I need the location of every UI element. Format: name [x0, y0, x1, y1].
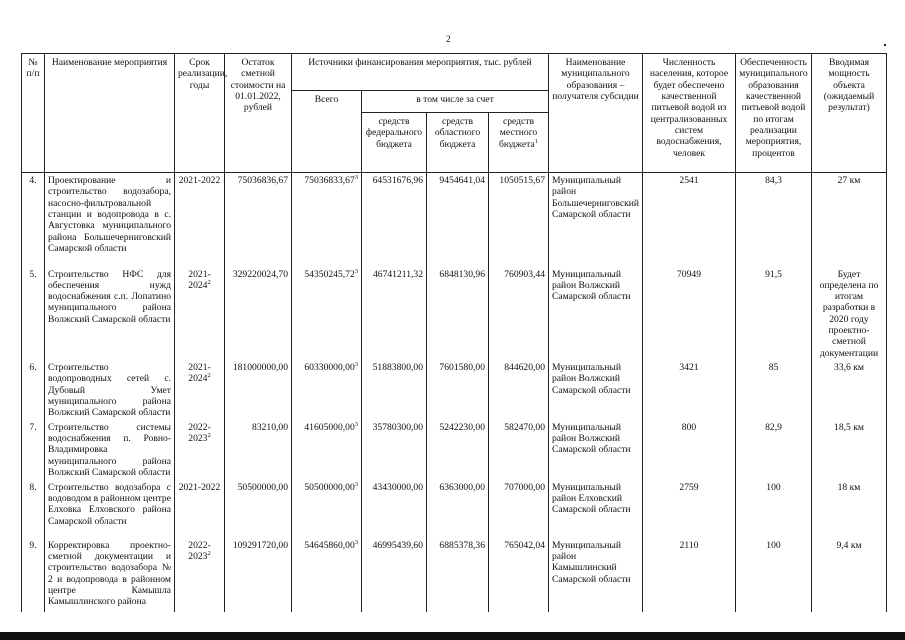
header-total: Всего — [292, 91, 362, 173]
row-number-text: 4. — [29, 175, 37, 186]
row-balance-text: 50500000,00 — [237, 481, 288, 493]
row-federal-text: 51883800,00 — [372, 362, 423, 373]
header-no: № п/п — [22, 54, 45, 173]
header-regional: средств областного бюджета — [427, 113, 489, 173]
row-population — [643, 538, 736, 612]
row-total-text: 41605000,00 — [304, 421, 355, 433]
table-row — [22, 267, 887, 361]
row-number-text: 5. — [29, 268, 37, 280]
row-term-text: 2021-2022 — [178, 481, 221, 493]
row-capacity-text: 27 км — [837, 175, 861, 186]
row-regional — [427, 420, 489, 480]
row-provision — [736, 173, 812, 267]
header-population: Численность населения, которое будет обеспечено качественной питьевой водой из централизованных систем водоснабжения, человек — [643, 54, 736, 173]
row-number — [22, 173, 45, 267]
row-balance — [225, 538, 292, 612]
row-total — [292, 420, 362, 480]
row-local — [489, 173, 549, 267]
header-term: Срок реализации, годы — [175, 54, 225, 173]
row-federal — [362, 420, 427, 480]
row-name — [45, 360, 175, 420]
row-term-text: 2021-2022 — [178, 175, 221, 186]
row-balance — [225, 267, 292, 361]
row-recipient-text: Муниципальный район Волжский Самарской области — [552, 362, 631, 396]
row-regional-text: 6363000,00 — [439, 481, 485, 493]
row-number — [22, 538, 45, 612]
row-population — [643, 420, 736, 480]
row-recipient-text: Муниципальный район Волжский Самарской области — [552, 421, 631, 456]
row-total-text: 75036833,67 — [304, 175, 355, 186]
row-recipient — [549, 267, 643, 361]
row-term-footnote: 2 — [207, 278, 211, 286]
row-population-text: 2110 — [679, 539, 699, 551]
header-capacity: Вводимая мощность объекта (ожидаемый результат) — [812, 54, 887, 173]
row-name — [45, 480, 175, 538]
row-federal-text: 43430000,00 — [372, 481, 423, 493]
row-term — [175, 173, 225, 267]
row-term-text: 2021-2024 — [188, 268, 211, 291]
row-population — [643, 480, 736, 538]
row-term — [175, 538, 225, 612]
row-recipient-text: Муниципальный район Елховский Самарской области — [552, 481, 631, 516]
page-number: 2 — [446, 34, 451, 44]
header-name: Наименование мероприятия — [45, 54, 175, 173]
row-name — [45, 538, 175, 612]
row-federal-text: 46741211,32 — [372, 268, 423, 280]
row-total — [292, 173, 362, 267]
row-term-footnote: 2 — [207, 372, 211, 380]
row-capacity — [812, 267, 887, 361]
row-total — [292, 360, 362, 420]
row-regional — [427, 480, 489, 538]
row-term — [175, 480, 225, 538]
row-total — [292, 538, 362, 612]
row-total-footnote: 3 — [354, 538, 358, 546]
row-total-text: 50500000,00 — [304, 481, 355, 493]
row-local — [489, 360, 549, 420]
row-federal — [362, 267, 427, 361]
table-row — [22, 420, 887, 480]
row-regional — [427, 267, 489, 361]
row-total-text: 60330000,00 — [304, 362, 355, 373]
row-term — [175, 267, 225, 361]
row-name-text: Строительство водозабора с водоводом в районном центре Елховка Елховского района Самарской области — [48, 481, 171, 527]
row-provision — [736, 480, 812, 538]
row-name-text: Проектирование и строительство водозабора, насосно-фильтровальной станции и водопровода в с. Августовка муниципального района Большечерниговский Самарской области — [48, 175, 171, 254]
row-recipient — [549, 420, 643, 480]
row-provision — [736, 420, 812, 480]
row-balance-text: 75036836,67 — [237, 175, 288, 186]
row-recipient-text: Муниципальный район Большечерниговский Самарской области — [552, 175, 640, 220]
row-balance — [225, 173, 292, 267]
row-provision — [736, 538, 812, 612]
row-balance — [225, 360, 292, 420]
row-provision-text: 91,5 — [765, 268, 782, 280]
row-local-text: 844620,00 — [504, 362, 545, 373]
header-federal: средств федерального бюджета — [362, 113, 427, 173]
row-term-text: 2022-2023 — [188, 539, 211, 562]
row-balance-text: 83210,00 — [252, 421, 288, 433]
row-total-text: 54350245,72 — [304, 268, 355, 280]
row-local — [489, 267, 549, 361]
scan-speck — [884, 44, 886, 46]
row-federal — [362, 538, 427, 612]
row-local-text: 760903,44 — [504, 268, 545, 280]
row-regional-text: 9454641,04 — [439, 175, 485, 186]
row-provision — [736, 360, 812, 420]
row-provision-text: 85 — [768, 362, 779, 373]
header-balance: Остаток сметной стоимости на 01.01.2022, рублей — [225, 54, 292, 173]
row-name — [45, 173, 175, 267]
row-balance — [225, 480, 292, 538]
row-federal-text: 35780300,00 — [372, 421, 423, 433]
row-name-text: Корректировка проектно-сметной документации и строительство водозабора № 2 и водопровода в районном центре Камышла Камышлинского района — [48, 539, 171, 608]
row-population-text: 800 — [681, 421, 697, 433]
row-name — [45, 267, 175, 361]
row-recipient — [549, 538, 643, 612]
header-recipient: Наименование муниципального образования – получателя субсидии — [549, 54, 643, 173]
row-local — [489, 480, 549, 538]
row-population-text: 70949 — [677, 268, 701, 280]
header-sources: Источники финансирования мероприятия, тыс. рублей — [292, 54, 549, 91]
row-provision-text: 82,9 — [765, 421, 782, 433]
row-regional — [427, 538, 489, 612]
row-capacity-text: 33,6 км — [834, 362, 864, 373]
row-population — [643, 267, 736, 361]
row-term-footnote: 2 — [207, 431, 211, 439]
table-row — [22, 538, 887, 612]
row-capacity-text: 18,5 км — [834, 421, 864, 433]
row-number — [22, 267, 45, 361]
row-term-footnote: 2 — [207, 549, 211, 557]
row-total-footnote: 3 — [354, 480, 358, 488]
table-row — [22, 173, 887, 267]
row-population-text: 2541 — [679, 175, 699, 186]
row-term — [175, 360, 225, 420]
row-number — [22, 420, 45, 480]
row-local — [489, 538, 549, 612]
row-total-text: 54645860,00 — [304, 539, 355, 551]
row-federal — [362, 173, 427, 267]
row-name-text: Строительство системы водоснабжения п. Ровно-Владимировка муниципального района Волжский Самарской области — [48, 421, 171, 478]
row-term-text: 2021-2024 — [188, 362, 211, 385]
row-term-text: 2022-2023 — [188, 421, 211, 444]
row-total-footnote: 3 — [354, 267, 358, 275]
row-recipient — [549, 360, 643, 420]
row-provision-text: 100 — [766, 539, 781, 551]
row-population — [643, 360, 736, 420]
row-number-text: 6. — [29, 362, 37, 373]
header-local-label: средств местного бюджета — [498, 116, 538, 150]
row-recipient-text: Муниципальный район Волжский Самарской области — [552, 268, 631, 303]
row-recipient — [549, 173, 643, 267]
row-capacity-text: 9,4 км — [836, 539, 862, 551]
row-federal-text: 46995439,60 — [372, 539, 423, 551]
row-federal — [362, 360, 427, 420]
row-number — [22, 360, 45, 420]
row-provision — [736, 267, 812, 361]
row-name — [45, 420, 175, 480]
row-name-text: Строительство НФС для обеспечения нужд водоснабжения с.п. Лопатино муниципального района Волжский Самарской области — [48, 268, 171, 325]
row-federal-text: 64531676,96 — [372, 175, 423, 186]
row-regional-text: 6848130,96 — [439, 268, 485, 280]
row-number — [22, 480, 45, 538]
row-provision-text: 100 — [766, 481, 781, 493]
row-total-footnote: 3 — [354, 173, 358, 181]
row-regional — [427, 360, 489, 420]
row-number-text: 8. — [29, 481, 37, 493]
row-total — [292, 480, 362, 538]
row-local-text: 765042,04 — [504, 539, 545, 551]
row-number-text: 9. — [29, 539, 37, 551]
row-balance-text: 329220024,70 — [232, 268, 288, 280]
row-name-text: Строительство водопроводных сетей с. Дубовый Умет муниципального района Волжский Самарской области — [48, 362, 171, 419]
financing-table — [21, 53, 887, 612]
row-total-footnote: 3 — [354, 360, 358, 368]
row-local-text: 582470,00 — [504, 421, 545, 433]
header-provision: Обеспеченность муниципального образования качественной питьевой водой по итогам реализации мероприятия, процентов — [736, 54, 812, 173]
table-row — [22, 360, 887, 420]
scan-bottom-edge — [0, 632, 905, 640]
row-term — [175, 420, 225, 480]
row-federal — [362, 480, 427, 538]
row-population — [643, 173, 736, 267]
row-number-text: 7. — [29, 421, 37, 433]
table-row — [22, 480, 887, 538]
row-regional-text: 5242230,00 — [439, 421, 485, 433]
row-capacity — [812, 173, 887, 267]
row-balance-text: 109291720,00 — [232, 539, 288, 551]
row-capacity — [812, 420, 887, 480]
row-balance-text: 181000000,00 — [232, 362, 288, 373]
row-population-text: 2759 — [679, 481, 699, 493]
row-recipient-text: Муниципальный район Камышлинский Самарской области — [552, 539, 631, 585]
row-capacity-text: 18 км — [837, 481, 861, 493]
row-local — [489, 420, 549, 480]
row-balance — [225, 420, 292, 480]
row-regional-text: 7601580,00 — [439, 362, 485, 373]
row-regional-text: 6885378,36 — [439, 539, 485, 551]
row-total-footnote: 3 — [354, 420, 358, 428]
header-local — [489, 113, 549, 173]
row-local-text: 707000,00 — [504, 481, 545, 493]
row-capacity — [812, 480, 887, 538]
row-local-text: 1050515,67 — [499, 175, 545, 186]
header-local-footnote: 1 — [534, 137, 539, 145]
row-provision-text: 84,3 — [765, 175, 782, 186]
row-capacity — [812, 538, 887, 612]
row-capacity — [812, 360, 887, 420]
row-total — [292, 267, 362, 361]
row-regional — [427, 173, 489, 267]
row-capacity-text: Будет определена по итогам разработки в 2020 году проектно-сметной документации — [819, 268, 879, 359]
header-including: в том числе за счет — [362, 91, 549, 113]
row-population-text: 3421 — [679, 362, 699, 373]
row-recipient — [549, 480, 643, 538]
